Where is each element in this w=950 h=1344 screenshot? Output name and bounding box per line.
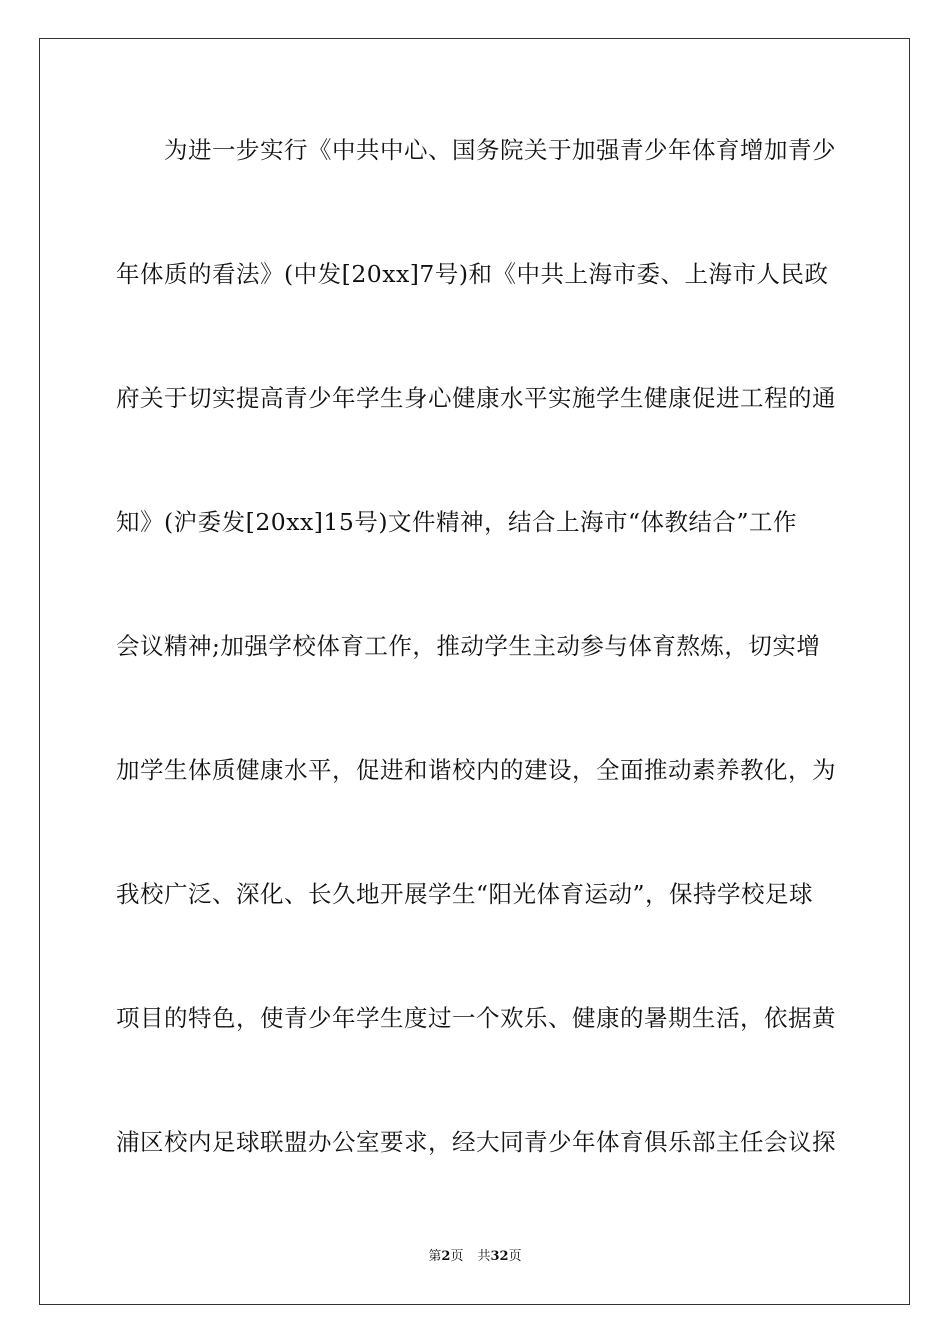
text-line-1: 为进一步实行《中共中心、国务院关于加强青少年体育增加青少 <box>164 136 836 164</box>
footer-page-suffix: 页 <box>450 1249 464 1264</box>
footer-total-suffix: 页 <box>508 1249 522 1264</box>
footer-page-number: 2 <box>441 1249 451 1264</box>
text-line-6: 加学生体质健康水平，促进和谐校内的建设，全面推动素养教化，为 <box>116 756 836 784</box>
page-footer <box>0 1249 950 1265</box>
page-border <box>39 38 910 1305</box>
text-line-3: 府关于切实提高青少年学生身心健康水平实施学生健康促进工程的通 <box>116 384 836 412</box>
text-line-7: 我校广泛、深化、长久地开展学生“阳光体育运动”，保持学校足球 <box>116 880 814 908</box>
text-line-9: 浦区校内足球联盟办公室要求，经大同青少年体育俱乐部主任会议探 <box>116 1128 836 1156</box>
text-line-8: 项目的特色，使青少年学生度过一个欢乐、健康的暑期生活，依据黄 <box>116 1004 836 1032</box>
footer-page-prefix: 第 <box>428 1249 442 1264</box>
text-line-2: 年体质的看法》(中发[20xx]7号)和《中共上海市委、上海市人民政 <box>116 260 829 288</box>
footer-total-prefix: 共 <box>477 1249 491 1264</box>
text-line-5: 会议精神;加强学校体育工作，推动学生主动参与体育熬炼，切实增 <box>116 632 821 660</box>
footer-total-pages: 32 <box>490 1249 509 1264</box>
text-line-4: 知》(沪委发[20xx]15号)文件精神，结合上海市“体教结合”工作 <box>116 508 798 536</box>
